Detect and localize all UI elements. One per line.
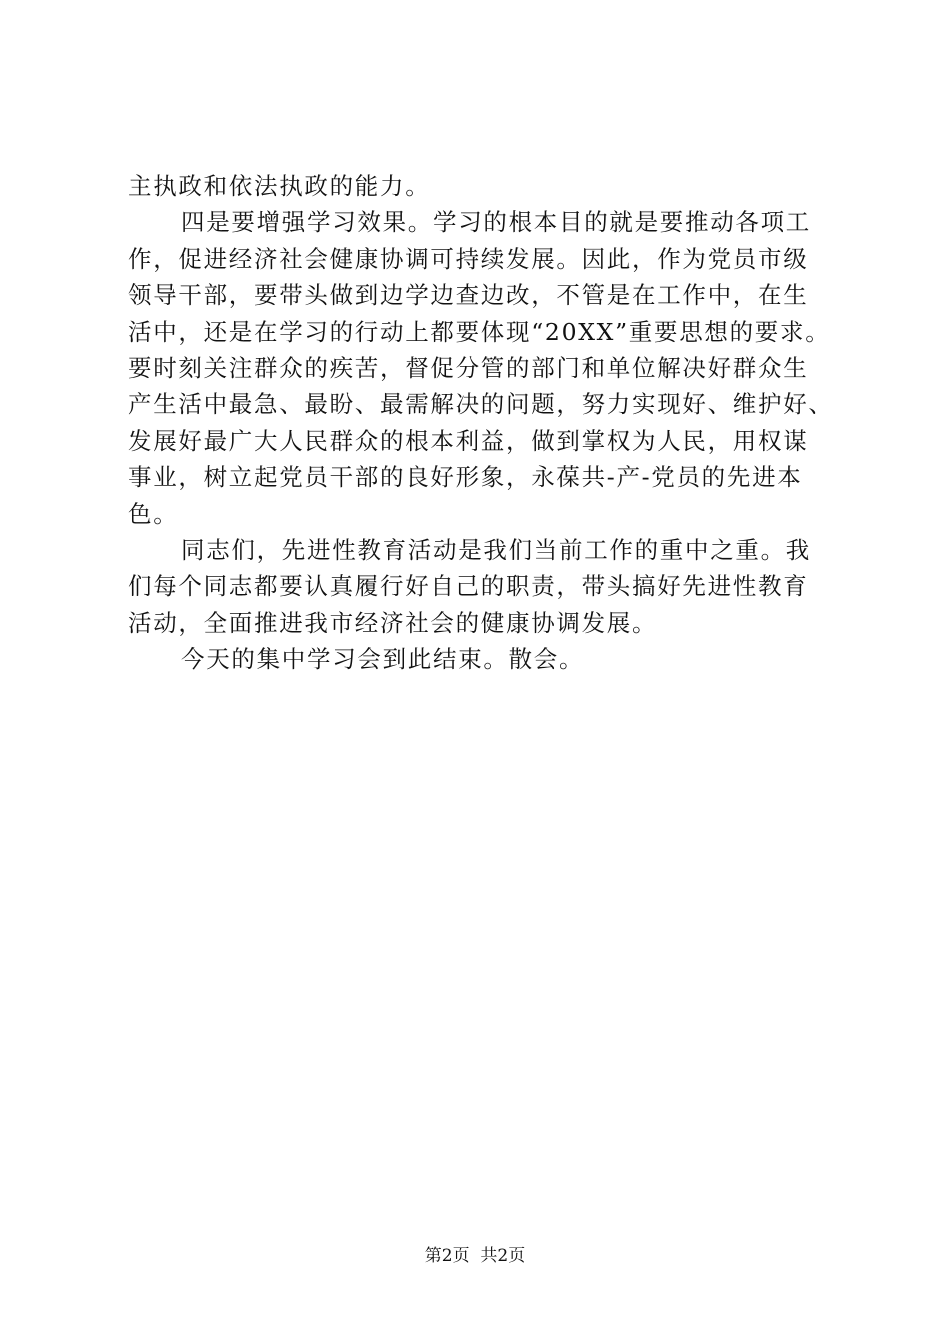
- text-line: 发展好最广大人民群众的根本利益，做到掌权为人民，用权谋: [128, 426, 809, 455]
- text-line: 今天的集中学习会到此结束。散会。: [181, 645, 585, 674]
- text-line: 主执政和依法执政的能力。: [128, 172, 431, 200]
- paragraph-2: [128, 204, 834, 532]
- paragraph-3: [128, 532, 828, 641]
- text-line: 要时刻关注群众的疾苦，督促分管的部门和单位解决好群众生: [128, 353, 809, 382]
- document-body: [128, 168, 834, 677]
- text-line: 活中，还是在学习的行动上都要体现“20XX”重要思想的要求。: [128, 317, 831, 346]
- page-number-label: 第2页 共2页: [424, 1246, 526, 1266]
- text-line: 活动，全面推进我市经济社会的健康协调发展。: [128, 608, 658, 637]
- text-line: 们每个同志都要认真履行好自己的职责，带头搞好先进性教育: [128, 572, 809, 601]
- paragraph-1: [128, 168, 828, 204]
- text-line: 事业，树立起党员干部的良好形象，永葆共-产-党员的先进本: [128, 463, 803, 492]
- page-footer: [0, 1245, 950, 1267]
- text-line: 作，促进经济社会健康协调可持续发展。因此，作为党员市级: [128, 244, 809, 273]
- text-line: 领导干部，要带头做到边学边查边改，不管是在工作中，在生: [128, 281, 809, 310]
- text-line: 色。: [128, 499, 179, 528]
- text-line: 四是要增强学习效果。学习的根本目的就是要推动各项工: [181, 208, 811, 237]
- text-line: 产生活中最急、最盼、最需解决的问题，努力实现好、维护好、: [128, 390, 834, 419]
- text-line: 同志们，先进性教育活动是我们当前工作的重中之重。我: [181, 535, 811, 564]
- paragraph-4: [128, 641, 828, 677]
